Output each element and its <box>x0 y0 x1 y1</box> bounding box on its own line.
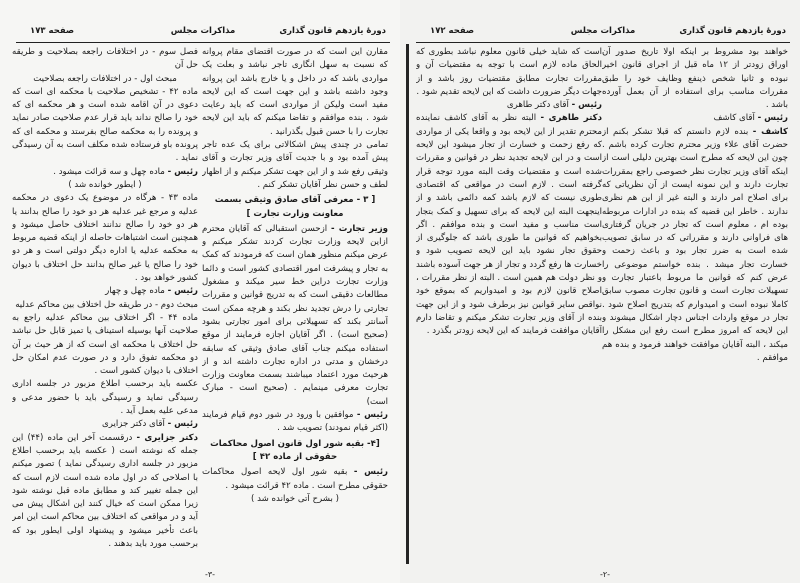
body-paragraph: است که شاید خیلی قانون معلوم نباشد بطوری که الحاق ماده لازم است با توجه به مقتضیات آن و مقررات تجارت مطابق مقتضیات روز باشد و از جهات دیگر ضرورت داشت که این لایحه تقدیم شود . <box>416 47 602 97</box>
body-paragraph: مبحث دوم - در طریقه حل اختلاف بین محاکم عدلیه <box>15 299 198 310</box>
speaker-name: کاشف - <box>752 126 788 137</box>
speech-text: آقای دکتر جزایری <box>102 419 168 430</box>
speaker-paragraph <box>12 432 198 552</box>
footer-page-number: -۳- <box>205 570 216 579</box>
speech-text: ماده چهل و سه قرائت میشود . <box>53 166 168 177</box>
speaker-name: رئیس - <box>353 467 388 478</box>
page-172 <box>400 0 800 583</box>
body-paragraph: عکسه باید برحسب اطلاع مزبور در جلسه اداری رسیدگی نماید و رسیدگی باید با حضور مدعی و مدعی علیه بعمل آید . <box>12 379 198 417</box>
body-paragraph: مقارن این است که در صورت اقتضای مقام پروانه که نسبت به سهل انگاری تاجر نباشد و بعلت یک مواردی باشد که در داخل و یا خارج باشد این پروانه وجود داشته باشد و این جهت است که این لایحه مفید است ولیکن از مواردی است که باید رعایت شود . بنده موافقم و تقاضا میکنم که باید این لایحه تجارت را با حسن قبول بگذرانید . <box>202 47 388 137</box>
speaker-paragraph <box>602 112 788 125</box>
body-paragraph: ماده ۴۴ - اگر اختلاف بین محاکم عدلیه راجع به صلاحیت آنها بوسیله استیناف یا تمیز قابل حل نباشد حل اختلاف با محکمه ای است که از هر حیث بر آن دو محکمه تفوق دارد و در صورت عدم امکان حل اختلاف با دیوان کشور است . <box>12 312 198 377</box>
speaker-paragraph <box>202 466 388 493</box>
speech-text: موافقین با ورود در شور دوم قیام فرمایند (اکثر قیام نمودند) تصویب شد . <box>202 410 388 434</box>
centered-note: ( بشرح آتی خوانده شد ) <box>251 493 339 504</box>
scan-edge <box>406 44 409 564</box>
header-rule <box>16 42 390 43</box>
centered-note: مبحث اول - در اختلافات راجعه بصلاحیت <box>33 73 177 84</box>
speaker-paragraph <box>12 166 198 179</box>
speaker-name: رئیس - <box>167 166 198 177</box>
speech-text: ماده چهل و چهار <box>105 286 168 297</box>
speaker-paragraph <box>416 112 602 338</box>
speaker-name: رئیس - <box>167 286 198 297</box>
section-heading: [۴- بقیه شور اول قانون اصول محاکمات حقوقی از ماده ۴۲ ] <box>210 438 380 462</box>
body-paragraph: تمامی در چندی پیش اشکالاتی برای یک عده تاجر پیش آمده بود و با جدیت آقای وزیر تجارت و آقای وثیقی رفع شد و از این جهت تشکر میکنم و از اظهار لطف و حسن نظر آقایان تشکر کنم . <box>202 140 388 190</box>
header-rule <box>416 42 790 43</box>
speaker-paragraph <box>12 418 198 431</box>
speaker-paragraph <box>416 99 602 112</box>
session-title: دورهٔ یازدهم قانون گذاری <box>279 26 386 36</box>
speaker-name: رئیس - <box>571 100 602 111</box>
speaker-paragraph <box>202 223 388 409</box>
session-title: دورهٔ یازدهم قانون گذاری <box>679 26 786 36</box>
speech-text: درقسمت آخر این ماده (۴۴) این جمله که نوشته است ( عکسه باید برحسب اطلاع مزبور در جلسه اداری رسیدگی نماید ) تصور میکنم با اصلاحی که در اول ماده شده است لازم است که این جمله تغییر کند و مطابق ماده قبل نوشته شود زیرا ممکن است که خیال کنند این اشکال پیش می آید و در مواقعی که اختلاف بین محاکم است این امر باعث تأخیر میشود و پیشنهاد اولی ایطور بود که برحسب مورد باید بدهند . <box>12 432 198 549</box>
speaker-name: رئیس - <box>167 419 198 430</box>
journal-title: مذاکرات مجلس <box>570 26 636 36</box>
right-column <box>602 46 788 566</box>
speech-text: آقای دکتر طاهری <box>506 100 572 111</box>
body-paragraph: ماده ۴۲ - تشخیص صلاحیت با محکمه ای است که دعوی در آن اقامه شده است و هر محکمه ای که خود را صالح نداند باید قرار عدم صلاحیت صادر نماید و پرونده را به محکمه صالح بفرستد و محکمه ای که پرونده باو فرستاده شده مکلف است به آن رسیدگی نماید . <box>12 86 198 164</box>
speaker-name: دکتر طاهری - <box>540 113 602 124</box>
speech-text: بقیه شور اول لایحه اصول محاکمات حقوقی مطرح است . ماده ۴۲ قرائت میشود . <box>202 467 388 491</box>
speaker-name: وزیر تجارت - <box>331 223 388 234</box>
speech-text: آقای کاشف <box>713 113 758 124</box>
speaker-name: رئیس - <box>757 113 788 124</box>
left-column <box>12 46 198 566</box>
journal-title: مذاکرات مجلس <box>170 26 236 36</box>
speech-text: ازحسن استقبالی که آقایان محترم ازاین لایحه وزارت تجارت کردند تشکر میکنم و عرض میکنم منظور همان است که فرمودند که کمک به تجار و پیشرفت امور اقتصادی کشور است و دائما وزارت تجارت دراین خط سیر میکند و مشغول مطالعات دقیقی است که به تدریج قوانین و مقررات تجارتی را درش تجدید نظر بکند و هرچه ممکن است آسانتر بکند که تسهیلاتی برای امور تجارتی بشود (صحیح است) . اگر آقایان اجازه فرمایند از موقع استفاده میکنم جناب آقای صادق وثیقی که سابقه درخشان و مدتی در اداره تجارت داشته اند و از هرحیث مورد اعتماد میباشند بسمت معاونت وزارت تجارت معرفی مینمایم . (صحیح است - مبارک است) <box>202 223 388 407</box>
footer-page-number: -۲- <box>600 570 611 579</box>
speaker-paragraph <box>602 126 788 365</box>
body-paragraph: فصل سوم - در اختلافات راجعه بصلاحیت و طریقه حل آن <box>12 47 198 71</box>
page-header <box>20 26 386 40</box>
page-number: صفحه ۱۷۲ <box>430 26 475 36</box>
section-heading: [ ۳ - معرفی آقای صادق وثیقی بسمت معاونت وزارت تجارت ] <box>214 195 376 219</box>
speech-text: بنده لازم دانستم که قبلا تشکر بکنم از حضرت آقای علاء وزیر محترم تجارت کرده باشم . چون این لایحه که مطرح است بهترین دلیلی است از اینکه آقای وزیر تجارت نظر خصوصی راجع بمقررات تجارت دارند و این نمونه ایست از آن نظریاتی که برای اصلاح امر دارند و البته غیر از این هم نظری ندارند . خاطر این قضیه که بنده در ادارات مربوطه بوده ام ، معلوم است که تجار در جریان گرفتاری های فراوانی دارند و مقرراتی که در سابق تصویب شده است به ضرر تجار بود و باعث زحمت و خسارت تجار میشد . بنده خواستم موضوعی را عرض کنم که قوانین ما مربوط باعتبار تجارت و تسهیلات تجارت است و قانون تجارت مصوب سابق کاملا نبوده است و امیدوارم که بتدریج اصلاح شود . تجار در موقع واردات اجناس دچار اشکال میشوند و این لایحه که امروز مطرح است رفع این مشکل را میکند ، البته آقایان موافقت خواهند فرمود و بنده هم موافقم . <box>602 126 788 363</box>
body-paragraph: خواهند بود مشروط بر اینکه اولا تاریخ صدور آن اوراق زودتر از ۱۲ ماه قبل از اجرای قانون اخیر نبوده و ثانیا شخص ذینفع وظایف خود را طبق مقررات مناسب برای استفاده از آن بعمل آورده باشد . <box>602 47 788 111</box>
page-header <box>420 26 786 40</box>
speaker-paragraph <box>202 409 388 436</box>
page-number: صفحه ۱۷۳ <box>30 26 75 36</box>
speech-text: البته نظر به آقای کاشف نماینده محترم تقدیر از این لایحه بود و واقعا یکی از مواردی که رفع زحمت و خسارت از تجار میشود این لایحه است و در این لایحه تجدید نظر در قوانین و مقررات شده است و مقتضیات وقت البته مورد توجه قرار گرفته است . لازم است در مواقعی که اقتصادی طوری نیست که لازم باشد کمه دائمی باشد و از اینجهت البته این لایحه که برای تسهیل و کمک بتجار است مناسب و مفید است و بنده موافقم . اگر بخواهیم که قوانین ما طوری باشد که جلوگیری از حقوق تجار نشود باید این لایحه تصویب شود و خسارت ها رفع گردد و تجار از هر جهت آسوده باشند و نظر دولت هم همین است . البته از نظر مقررات ، اصلاح قانون لازم بود و امیدواریم که بموقع خود نواقص سایر قوانین نیز برطرف شود و از این جهت بنده از آقای وزیر تجارت تشکر میکنم و تقاضا دارم آقایان موافقت فرمایند که این لایحه زودتر بگذرد . <box>416 113 602 337</box>
centered-note: ( ایطور خوانده شد ) <box>68 179 142 190</box>
speaker-name: رئیس - <box>356 410 388 421</box>
left-column <box>416 46 602 566</box>
right-column <box>202 46 388 566</box>
speaker-name: دکتر جزایری - <box>136 432 198 443</box>
body-paragraph: ماده ۴۳ - هرگاه در موضوع یک دعوی در محکمه عدلیه و مرجع غیر عدلیه هر دو خود را صالح بدانند یا هر دو خود را صالح ندانند اختلاف حاصل میشود و همچنین است اشتباهات حاصله از اینکه قضیه مربوط به محکمه عدلیه یا اداره دیگر دولتی است و هر دو خود را صالح یا غیر صالح بدانند حل اختلاف با دیوان کشور خواهد بود . <box>12 193 198 284</box>
speaker-paragraph <box>12 285 198 298</box>
